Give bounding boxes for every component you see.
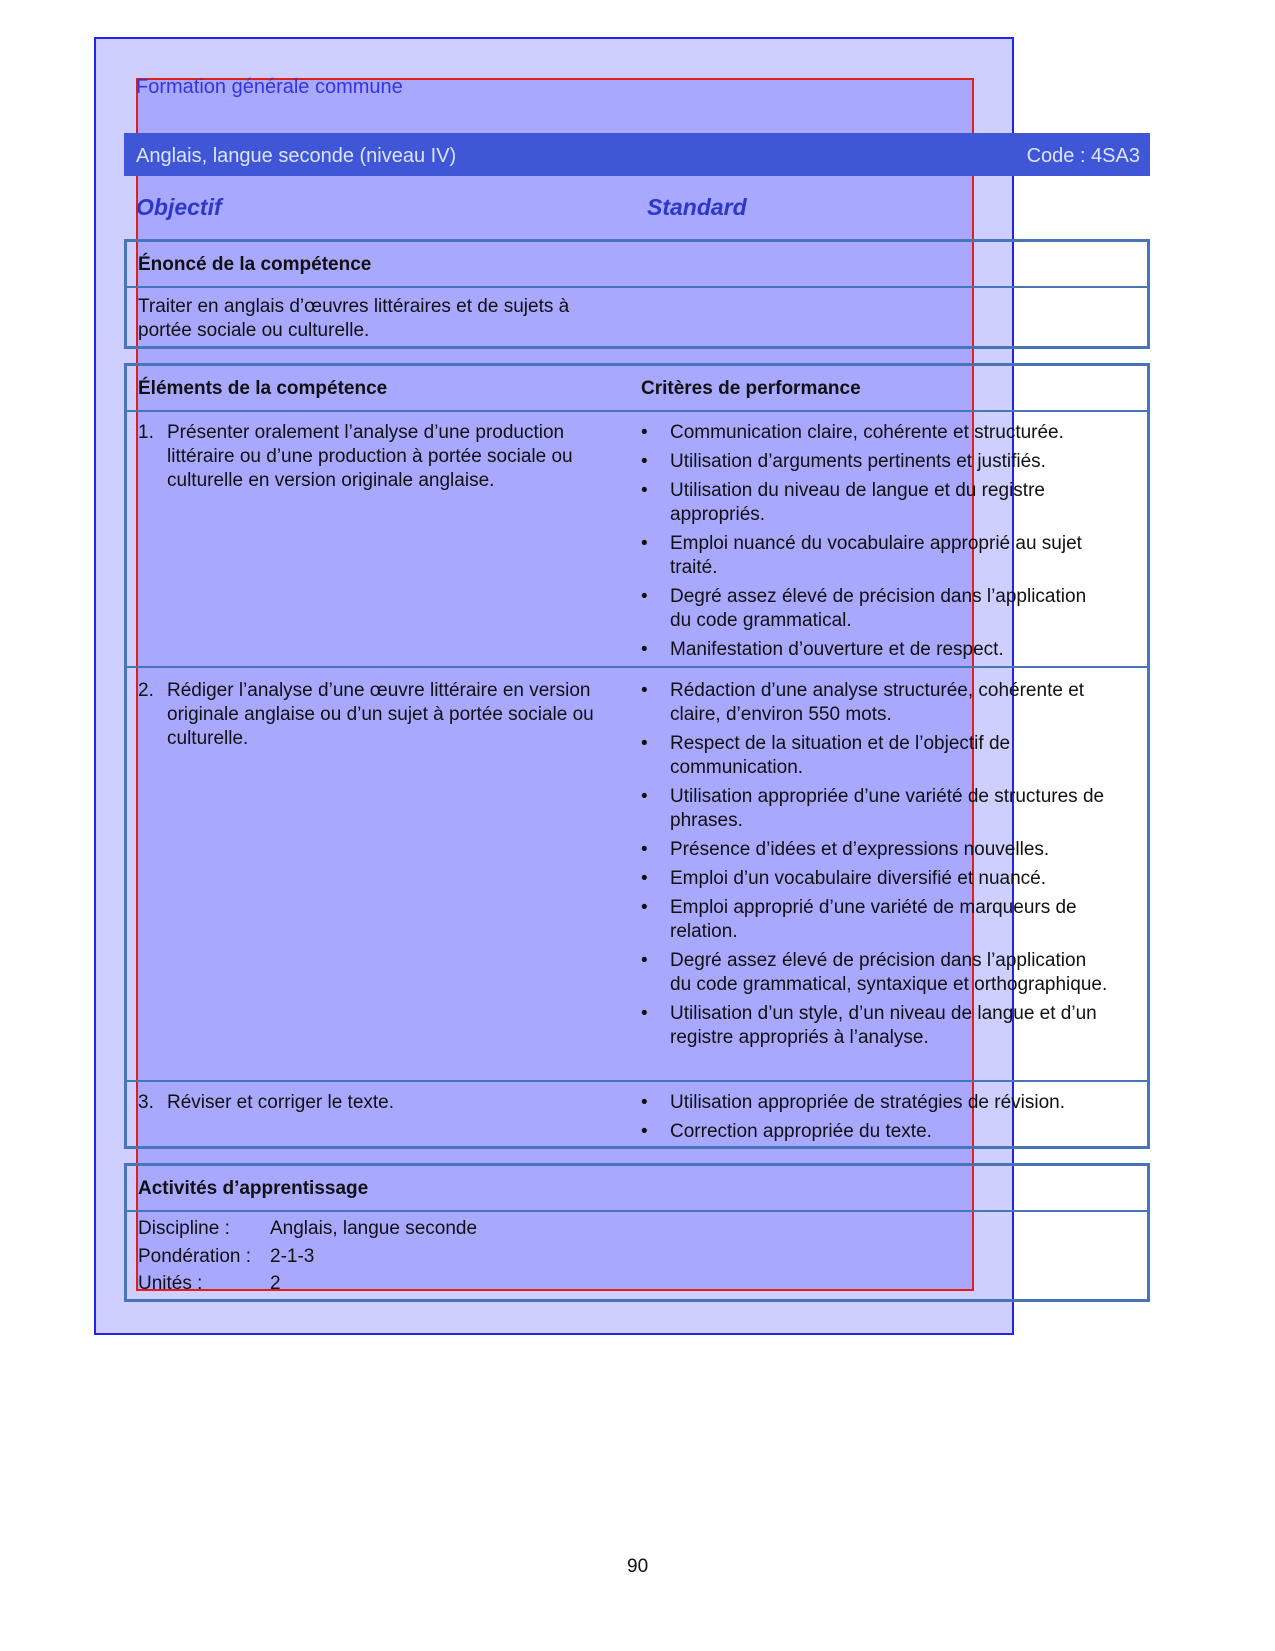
criterion-item: • Utilisation du niveau de langue et du registre appropriés. (641, 480, 1045, 525)
criterion-item: • Degré assez élevé de précision dans l’application du code grammatical. (641, 586, 1087, 631)
element-row-1: 1. Présenter oralement l’analyse d’une production littéraire ou d’une production à portée sociale ou culturelle en version originale anglaise. (138, 422, 573, 491)
activites-box (124, 1163, 1150, 1302)
criterion-item: • Présence d’idées et d’expressions nouvelles. (641, 839, 1050, 860)
criterion-item: • Rédaction d’une analyse structurée, cohérente et claire, d’environ 550 mots. (641, 680, 1085, 725)
criteria-list-2 (641, 679, 1111, 1055)
enonce-box (124, 239, 1150, 349)
enonce-label: Énoncé de la compétence (138, 254, 372, 275)
element-row-3: 3. Réviser et corriger le texte. (138, 1092, 395, 1113)
criterion-item: • Emploi approprié d’une variété de marqueurs de relation. (641, 897, 1077, 942)
criterion-item: • Utilisation d’arguments pertinents et justifiés. (641, 451, 1046, 472)
page-number: 90 (627, 1556, 649, 1577)
course-bar (124, 133, 1150, 176)
criterion-item: • Correction appropriée du texte. (641, 1121, 932, 1142)
criteria-list-3 (641, 1091, 1111, 1149)
discipline-row: Discipline : Anglais, langue seconde (138, 1218, 478, 1239)
ponderation-row: Pondération : 2-1-3 (138, 1246, 315, 1267)
criterion-item: • Utilisation appropriée d’une variété de structures de phrases. (641, 786, 1105, 831)
element-row-2: 2. Rédiger l’analyse d’une œuvre littéraire en version originale anglaise ou d’un sujet à portée sociale ou culturelle. (138, 680, 594, 749)
criteria-list-1 (641, 421, 1111, 667)
activites-label: Activités d’apprentissage (138, 1178, 369, 1199)
standard-heading: Standard (647, 194, 747, 220)
col-elements-header: Éléments de la compétence (138, 378, 388, 399)
criterion-item: • Utilisation appropriée de stratégies de révision. (641, 1092, 1065, 1113)
criterion-item: • Emploi nuancé du vocabulaire approprié au sujet traité. (641, 533, 1082, 578)
criterion-item: • Emploi d’un vocabulaire diversifié et nuancé. (641, 868, 1046, 889)
course-code: Code : 4SA3 (1026, 145, 1140, 167)
col-criteres-header: Critères de performance (641, 378, 861, 399)
course-title: Anglais, langue seconde (niveau IV) (136, 145, 457, 167)
criterion-item: • Utilisation d’un style, d’un niveau de langue et d’un registre appropriés à l’analyse. (641, 1003, 1097, 1048)
criterion-item: • Manifestation d’ouverture et de respect. (641, 639, 1004, 660)
criterion-item: • Respect de la situation et de l’objectif de communication. (641, 733, 1011, 778)
unites-row: Unités : 2 (138, 1273, 281, 1294)
criterion-item: • Communication claire, cohérente et structurée. (641, 422, 1064, 443)
enonce-text: Traiter en anglais d’œuvres littéraires et de sujets à portée sociale ou culturelle. (138, 296, 570, 341)
competency-table (124, 363, 1150, 1149)
objectif-heading: Objectif (136, 194, 222, 220)
section-label: Formation générale commune (136, 76, 403, 98)
criterion-item: • Degré assez élevé de précision dans l’application du code grammatical, syntaxique et orthographique. (641, 950, 1108, 995)
